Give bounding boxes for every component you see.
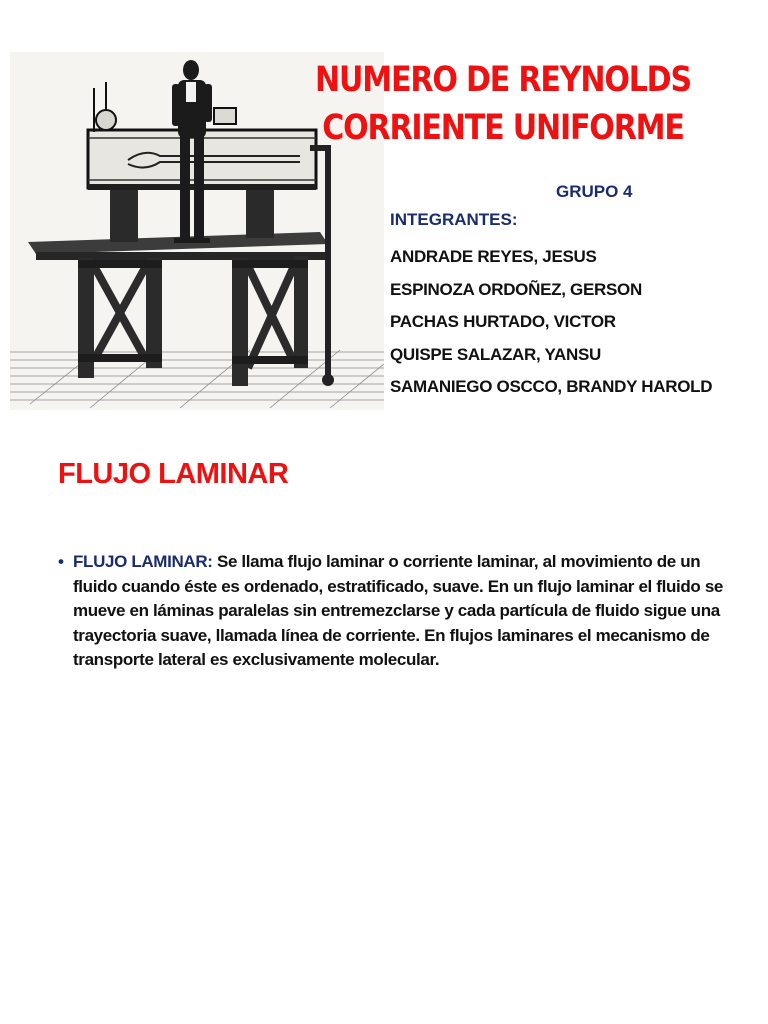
title-line-2: CORRIENTE UNIFORME (322, 108, 684, 148)
definition-separator: : (207, 552, 213, 571)
definition-term: FLUJO LAMINAR (73, 552, 208, 571)
page-title (301, 56, 705, 152)
definition-bullet (58, 550, 728, 673)
members-list (390, 241, 712, 404)
members-heading: INTEGRANTES: (390, 210, 518, 229)
member-item: PACHAS HURTADO, VICTOR (390, 312, 616, 331)
member-item: SAMANIEGO OSCCO, BRANDY HAROLD (390, 377, 713, 396)
member-item: ANDRADE REYES, JESUS (390, 247, 597, 266)
section-title: FLUJO LAMINAR (58, 458, 289, 490)
bullet-icon: • (58, 552, 64, 571)
member-item: QUISPE SALAZAR, YANSU (390, 344, 601, 364)
definition-text (73, 550, 728, 673)
member-item: ESPINOZA ORDOÑEZ, GERSON (390, 279, 642, 299)
title-line-1: NUMERO DE REYNOLDS (315, 60, 691, 100)
group-label: GRUPO 4 (556, 182, 633, 201)
definition-body: Se llama flujo laminar o corriente laminar, al movimiento de un fluido cuando éste es ordenado, estratificado, suave. En un flujo laminar el fluido se mueve en láminas paralelas sin entremezclarse y cada partícula de fluido sigue una trayectoria suave, llamada línea de corriente. En flujos laminares el mecanismo de transporte lateral es exclusivamente molecular. (73, 552, 724, 669)
